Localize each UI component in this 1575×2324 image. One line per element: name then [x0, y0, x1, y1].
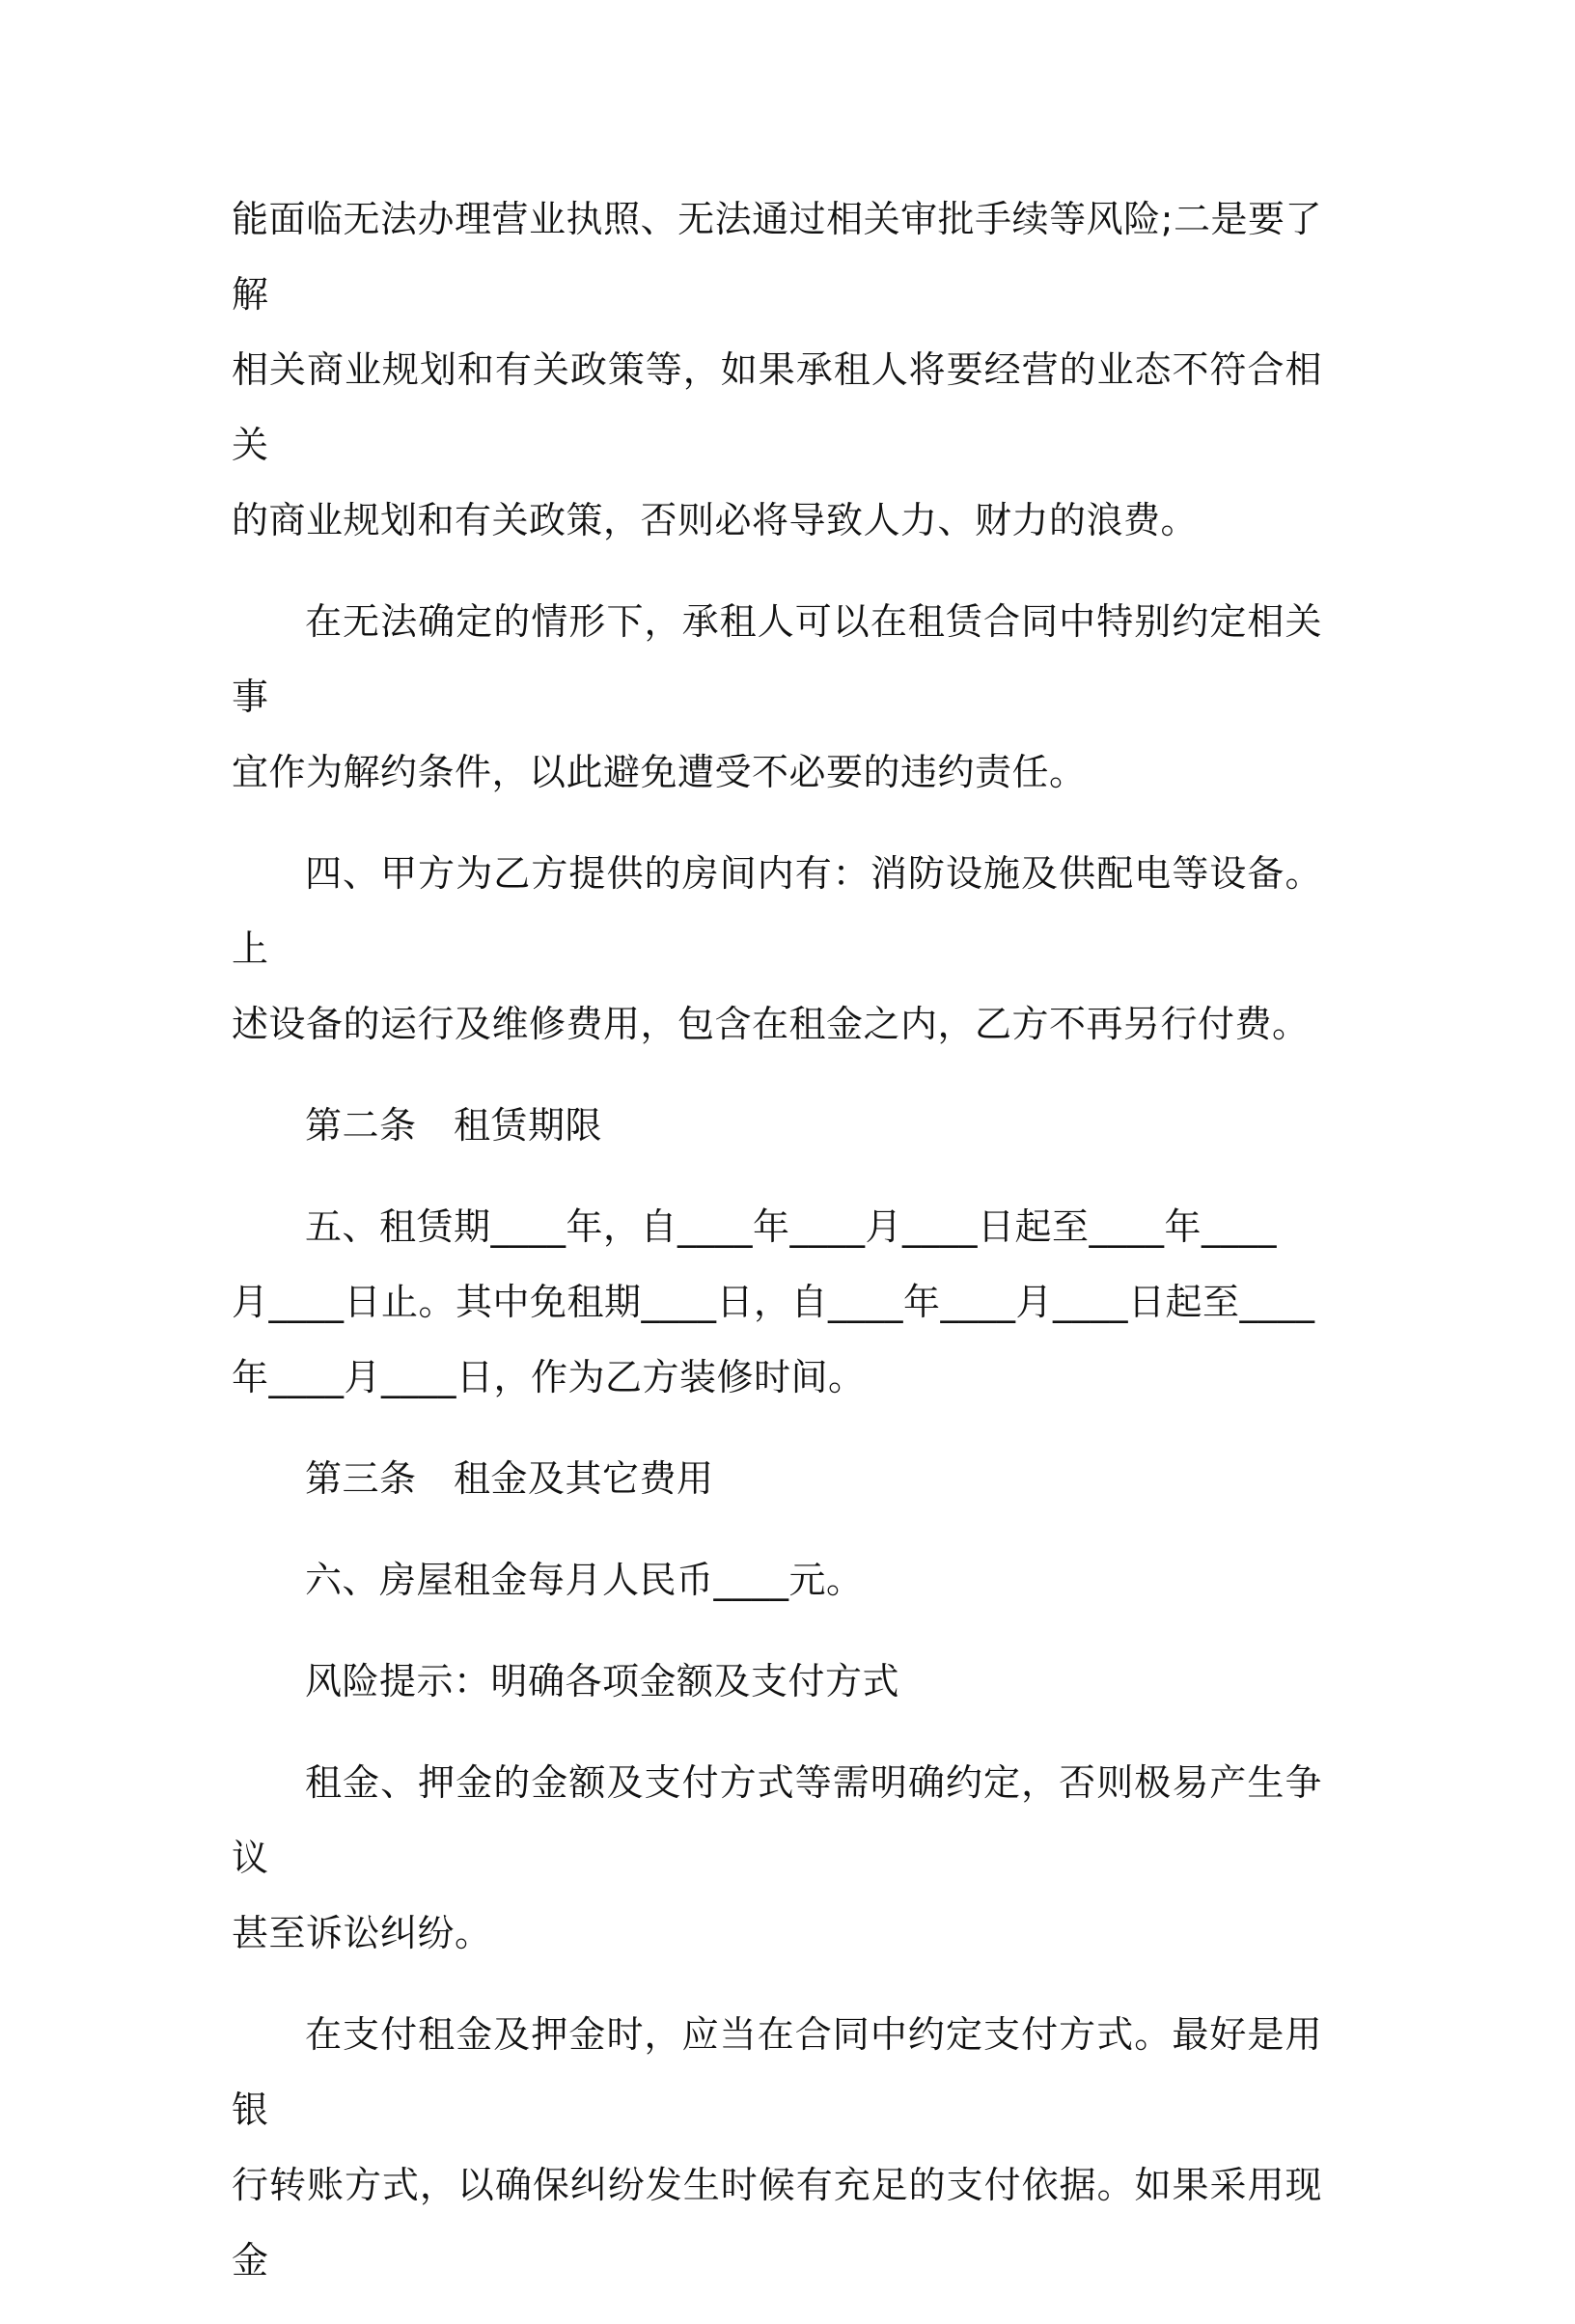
text-line: 的商业规划和有关政策，否则必将导致人力、财力的浪费。 [232, 499, 1199, 541]
text-line: 年____月____日，作为乙方装修时间。 [232, 1356, 866, 1398]
text-line: 月____日止。其中免租期____日，自____年____月____日起至____ [232, 1281, 1315, 1323]
text-line: 六、房屋租金每月人民币____元。 [305, 1559, 864, 1601]
risk-warning-heading [232, 1644, 1322, 1719]
paragraph-clause-six-rent [232, 1542, 1322, 1618]
text-line: 五、租赁期____年，自____年____月____日起至____年____ [305, 1205, 1278, 1248]
section-heading-article-three [232, 1441, 1322, 1516]
text-line: 述设备的运行及维修费用，包含在租金之内，乙方不再另行付费。 [232, 1003, 1310, 1045]
text-line: 租金、押金的金额及支付方式等需明确约定，否则极易产生争议 [232, 1761, 1322, 1879]
paragraph-clause-four-facilities [232, 836, 1322, 1062]
document-body [232, 181, 1322, 2324]
section-heading-text: 第三条 租金及其它费用 [305, 1457, 714, 1500]
text-line: 行转账方式，以确保纠纷发生时候有充足的支付依据。如果采用现金 [232, 2164, 1322, 2282]
paragraph-business-planning-risk [232, 181, 1322, 558]
paragraph-payment-method [232, 1997, 1322, 2298]
text-line: 在支付租金及押金时，应当在合同中约定支付方式。最好是用银 [232, 2013, 1322, 2131]
text-line: 甚至诉讼纠纷。 [232, 1912, 492, 1954]
text-line: 相关商业规划和有关政策等，如果承租人将要经营的业态不符合相关 [232, 348, 1322, 466]
section-heading-text: 第二条 租赁期限 [305, 1104, 603, 1147]
risk-warning-text: 风险提示：明确各项金额及支付方式 [305, 1660, 900, 1702]
paragraph-termination-condition [232, 584, 1322, 810]
text-line: 在无法确定的情形下，承租人可以在租赁合同中特别约定相关事 [232, 600, 1322, 718]
text-line: 宜作为解约条件，以此避免遭受不必要的违约责任。 [232, 751, 1087, 793]
text-line: 能面临无法办理营业执照、无法通过相关审批手续等风险;二是要了解 [232, 198, 1322, 316]
paragraph-clause-five-lease-term [232, 1189, 1322, 1415]
text-line: 四、甲方为乙方提供的房间内有：消防设施及供配电等设备。上 [232, 852, 1322, 970]
section-heading-article-two [232, 1088, 1322, 1163]
paragraph-amounts-dispute [232, 1745, 1322, 1971]
